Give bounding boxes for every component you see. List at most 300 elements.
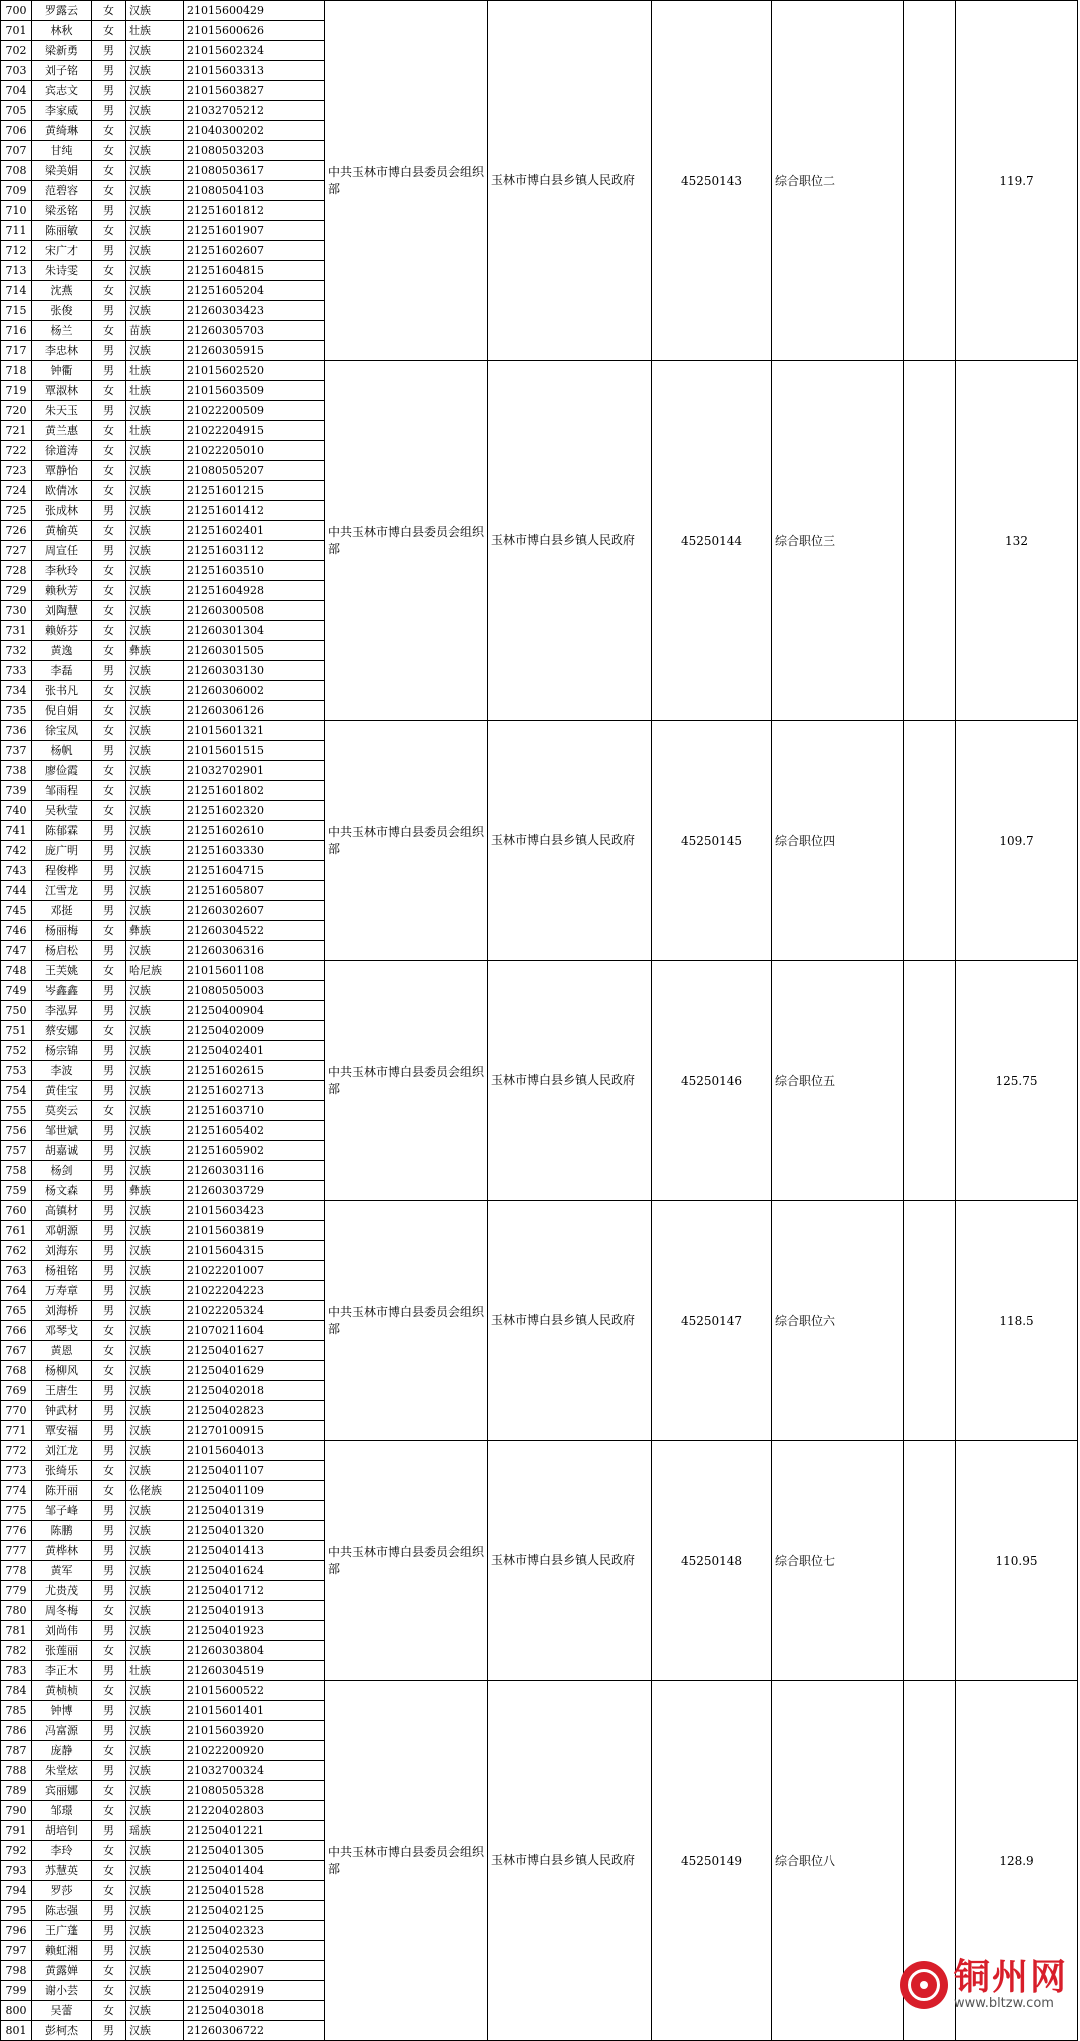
candidate-name: 李忠林 (32, 341, 92, 361)
watermark-logo (900, 1959, 1068, 2011)
candidate-name: 周冬梅 (32, 1601, 92, 1621)
row-number: 789 (1, 1781, 32, 1801)
exam-id: 21080503203 (184, 141, 325, 161)
row-number: 790 (1, 1801, 32, 1821)
candidate-name: 林秋 (32, 21, 92, 41)
candidate-name: 杨宗锦 (32, 1041, 92, 1061)
gender: 男 (92, 1561, 126, 1581)
gender: 男 (92, 1661, 126, 1681)
department: 中共玉林市博白县委员会组织部 (325, 961, 488, 1201)
candidate-name: 甘纯 (32, 141, 92, 161)
ethnicity: 汉族 (126, 101, 184, 121)
gender: 女 (92, 21, 126, 41)
candidate-name: 范碧容 (32, 181, 92, 201)
row-number: 732 (1, 641, 32, 661)
candidate-name: 梁美娟 (32, 161, 92, 181)
candidate-name: 宾丽娜 (32, 1781, 92, 1801)
exam-id: 21251602320 (184, 801, 325, 821)
gender: 女 (92, 1601, 126, 1621)
candidate-name: 庞静 (32, 1741, 92, 1761)
gender: 女 (92, 521, 126, 541)
candidate-name: 欧倩冰 (32, 481, 92, 501)
candidate-name: 朱堂炫 (32, 1761, 92, 1781)
gender: 女 (92, 2001, 126, 2021)
candidate-name: 邓挺 (32, 901, 92, 921)
ethnicity: 彝族 (126, 921, 184, 941)
row-number: 701 (1, 21, 32, 41)
gender: 女 (92, 1481, 126, 1501)
candidate-name: 刘江龙 (32, 1441, 92, 1461)
candidate-name: 高镇材 (32, 1201, 92, 1221)
gender: 男 (92, 1581, 126, 1601)
exam-id: 21022204915 (184, 421, 325, 441)
candidate-name: 陈郁霖 (32, 821, 92, 841)
candidate-name: 李秋玲 (32, 561, 92, 581)
exam-id: 21260305915 (184, 341, 325, 361)
row-number: 777 (1, 1541, 32, 1561)
ethnicity: 汉族 (126, 1, 184, 21)
row-number: 755 (1, 1101, 32, 1121)
row-number: 785 (1, 1701, 32, 1721)
candidate-name: 谢小芸 (32, 1981, 92, 2001)
row-number: 764 (1, 1281, 32, 1301)
ethnicity: 汉族 (126, 1321, 184, 1341)
gender: 女 (92, 1641, 126, 1661)
exam-id: 21251601412 (184, 501, 325, 521)
ethnicity: 壮族 (126, 361, 184, 381)
ethnicity: 汉族 (126, 1021, 184, 1041)
candidate-name: 苏慧英 (32, 1861, 92, 1881)
ethnicity: 壮族 (126, 421, 184, 441)
row-number: 747 (1, 941, 32, 961)
row-number: 708 (1, 161, 32, 181)
ethnicity: 汉族 (126, 1401, 184, 1421)
candidate-name: 梁新勇 (32, 41, 92, 61)
candidate-name: 张成林 (32, 501, 92, 521)
candidate-name: 黄逸 (32, 641, 92, 661)
ethnicity: 汉族 (126, 141, 184, 161)
ethnicity: 汉族 (126, 1361, 184, 1381)
ethnicity: 汉族 (126, 1201, 184, 1221)
candidate-name: 陈志强 (32, 1901, 92, 1921)
candidate-name: 张书凡 (32, 681, 92, 701)
gender: 男 (92, 1121, 126, 1141)
ethnicity: 汉族 (126, 1961, 184, 1981)
gender: 男 (92, 1201, 126, 1221)
candidate-name: 倪自娟 (32, 701, 92, 721)
exam-id: 21251604815 (184, 261, 325, 281)
candidate-name: 黄恩 (32, 1341, 92, 1361)
gender: 女 (92, 1981, 126, 2001)
min-score: 128.9 (956, 1681, 1078, 2041)
gender: 男 (92, 41, 126, 61)
gender: 男 (92, 2021, 126, 2041)
row-number: 700 (1, 1, 32, 21)
exam-id: 21015600429 (184, 1, 325, 21)
candidate-name: 张莲丽 (32, 1641, 92, 1661)
min-score: 119.7 (956, 1, 1078, 361)
ethnicity: 汉族 (126, 721, 184, 741)
exam-id: 21251605902 (184, 1141, 325, 1161)
candidate-name: 庞广明 (32, 841, 92, 861)
gender: 女 (92, 681, 126, 701)
ethnicity: 汉族 (126, 1621, 184, 1641)
candidate-name: 岑鑫鑫 (32, 981, 92, 1001)
candidate-name: 吴蕾 (32, 2001, 92, 2021)
candidate-name: 邹雨程 (32, 781, 92, 801)
gender: 男 (92, 1821, 126, 1841)
row-number: 738 (1, 761, 32, 781)
exam-id: 21015602520 (184, 361, 325, 381)
exam-id: 21260306126 (184, 701, 325, 721)
candidate-name: 莫奕云 (32, 1101, 92, 1121)
position-code: 45250144 (652, 361, 772, 721)
ethnicity: 汉族 (126, 1521, 184, 1541)
row-number: 706 (1, 121, 32, 141)
gender: 女 (92, 921, 126, 941)
ethnicity: 汉族 (126, 1641, 184, 1661)
department: 中共玉林市博白县委员会组织部 (325, 1681, 488, 2041)
ethnicity: 汉族 (126, 781, 184, 801)
row-number: 703 (1, 61, 32, 81)
candidate-name: 朱诗雯 (32, 261, 92, 281)
ethnicity: 汉族 (126, 121, 184, 141)
exam-id: 21260303423 (184, 301, 325, 321)
exam-id: 21260303130 (184, 661, 325, 681)
gender: 男 (92, 361, 126, 381)
row-number: 715 (1, 301, 32, 321)
row-number: 795 (1, 1901, 32, 1921)
exam-id: 21250402919 (184, 1981, 325, 2001)
ethnicity: 汉族 (126, 901, 184, 921)
ethnicity: 汉族 (126, 541, 184, 561)
exam-id: 21260305703 (184, 321, 325, 341)
exam-id: 21080504103 (184, 181, 325, 201)
ethnicity: 汉族 (126, 821, 184, 841)
row-number: 714 (1, 281, 32, 301)
candidate-name: 廖俭霞 (32, 761, 92, 781)
candidate-name: 杨剑 (32, 1161, 92, 1181)
row-number: 759 (1, 1181, 32, 1201)
ethnicity: 汉族 (126, 401, 184, 421)
ethnicity: 汉族 (126, 2021, 184, 2041)
row-number: 757 (1, 1141, 32, 1161)
row-number: 782 (1, 1641, 32, 1661)
ethnicity: 汉族 (126, 1701, 184, 1721)
ethnicity: 汉族 (126, 761, 184, 781)
row-number: 781 (1, 1621, 32, 1641)
candidate-name: 黄露婵 (32, 1961, 92, 1981)
candidate-name: 王广蓬 (32, 1921, 92, 1941)
ethnicity: 苗族 (126, 321, 184, 341)
exam-id: 21260306722 (184, 2021, 325, 2041)
ethnicity: 汉族 (126, 1761, 184, 1781)
exam-id: 21250402530 (184, 1941, 325, 1961)
ethnicity: 汉族 (126, 861, 184, 881)
ethnicity: 壮族 (126, 381, 184, 401)
exam-id: 21260302607 (184, 901, 325, 921)
ethnicity: 汉族 (126, 1841, 184, 1861)
ethnicity: 汉族 (126, 201, 184, 221)
employing-unit: 玉林市博白县乡镇人民政府 (488, 361, 652, 721)
candidate-name: 李泓昇 (32, 1001, 92, 1021)
exam-id: 21015600626 (184, 21, 325, 41)
exam-id: 21080505207 (184, 461, 325, 481)
candidate-name: 邓琴戈 (32, 1321, 92, 1341)
candidate-name: 周宣任 (32, 541, 92, 561)
position-name: 综合职位四 (772, 721, 904, 961)
ethnicity: 汉族 (126, 581, 184, 601)
candidate-name: 张俊 (32, 301, 92, 321)
ethnicity: 汉族 (126, 1221, 184, 1241)
ethnicity: 汉族 (126, 181, 184, 201)
exam-id: 21250402009 (184, 1021, 325, 1041)
row-number: 751 (1, 1021, 32, 1041)
blank-cell (904, 1, 956, 361)
row-number: 730 (1, 601, 32, 621)
gender: 男 (92, 541, 126, 561)
min-score: 125.75 (956, 961, 1078, 1201)
candidate-name: 邹世斌 (32, 1121, 92, 1141)
candidate-name: 徐宝凤 (32, 721, 92, 741)
gender: 女 (92, 421, 126, 441)
candidate-name: 杨柳风 (32, 1361, 92, 1381)
position-code: 45250147 (652, 1201, 772, 1441)
row-number: 793 (1, 1861, 32, 1881)
position-code: 45250145 (652, 721, 772, 961)
row-number: 713 (1, 261, 32, 281)
department: 中共玉林市博白县委员会组织部 (325, 1441, 488, 1681)
gender: 女 (92, 601, 126, 621)
min-score: 118.5 (956, 1201, 1078, 1441)
ethnicity: 汉族 (126, 1801, 184, 1821)
ethnicity: 汉族 (126, 1901, 184, 1921)
gender: 女 (92, 1361, 126, 1381)
candidate-name: 宋广才 (32, 241, 92, 261)
employing-unit: 玉林市博白县乡镇人民政府 (488, 1681, 652, 2041)
candidate-name: 李家威 (32, 101, 92, 121)
exam-id: 21251604928 (184, 581, 325, 601)
candidate-name: 杨启松 (32, 941, 92, 961)
candidate-name: 陈开丽 (32, 1481, 92, 1501)
exam-id: 21250401913 (184, 1601, 325, 1621)
row-number: 786 (1, 1721, 32, 1741)
candidate-name: 刘海桥 (32, 1301, 92, 1321)
department: 中共玉林市博白县委员会组织部 (325, 1201, 488, 1441)
gender: 女 (92, 961, 126, 981)
candidate-name: 陈丽敏 (32, 221, 92, 241)
row-number: 798 (1, 1961, 32, 1981)
candidate-name: 程俊桦 (32, 861, 92, 881)
ethnicity: 汉族 (126, 1941, 184, 1961)
table-row (1, 1201, 1078, 1221)
row-number: 797 (1, 1941, 32, 1961)
row-number: 716 (1, 321, 32, 341)
ethnicity: 汉族 (126, 1681, 184, 1701)
exam-id: 21022205010 (184, 441, 325, 461)
position-name: 综合职位七 (772, 1441, 904, 1681)
gender: 男 (92, 1941, 126, 1961)
row-number: 791 (1, 1821, 32, 1841)
ethnicity: 汉族 (126, 1161, 184, 1181)
ethnicity: 汉族 (126, 561, 184, 581)
ethnicity: 汉族 (126, 1921, 184, 1941)
candidate-name: 王芙姚 (32, 961, 92, 981)
ethnicity: 瑶族 (126, 1821, 184, 1841)
exam-id: 21260303116 (184, 1161, 325, 1181)
exam-id: 21251605402 (184, 1121, 325, 1141)
exam-id: 21251602401 (184, 521, 325, 541)
candidate-name: 吴秋莹 (32, 801, 92, 821)
candidate-name: 黄军 (32, 1561, 92, 1581)
table-body (1, 1, 1078, 2041)
gender: 女 (92, 441, 126, 461)
candidate-name: 王唐生 (32, 1381, 92, 1401)
exam-id: 21251602607 (184, 241, 325, 261)
gender: 男 (92, 881, 126, 901)
candidate-name: 黄桦林 (32, 1541, 92, 1561)
ethnicity: 汉族 (126, 981, 184, 1001)
candidate-name: 刘子铭 (32, 61, 92, 81)
gender: 男 (92, 241, 126, 261)
ethnicity: 汉族 (126, 81, 184, 101)
gender: 男 (92, 201, 126, 221)
candidate-name: 胡嘉诚 (32, 1141, 92, 1161)
exam-id: 21251601907 (184, 221, 325, 241)
gender: 男 (92, 1061, 126, 1081)
exam-id: 21015601108 (184, 961, 325, 981)
ethnicity: 汉族 (126, 1861, 184, 1881)
exam-id: 21022201007 (184, 1261, 325, 1281)
ethnicity: 汉族 (126, 301, 184, 321)
ethnicity: 汉族 (126, 1241, 184, 1261)
exam-id: 21260306002 (184, 681, 325, 701)
row-number: 773 (1, 1461, 32, 1481)
ethnicity: 汉族 (126, 1001, 184, 1021)
gender: 男 (92, 1761, 126, 1781)
ethnicity: 汉族 (126, 841, 184, 861)
gender: 女 (92, 281, 126, 301)
exam-id: 21260301304 (184, 621, 325, 641)
gender: 男 (92, 1301, 126, 1321)
gender: 女 (92, 481, 126, 501)
gender: 女 (92, 581, 126, 601)
position-code: 45250146 (652, 961, 772, 1201)
exam-id: 21080503617 (184, 161, 325, 181)
row-number: 778 (1, 1561, 32, 1581)
gender: 女 (92, 1741, 126, 1761)
candidate-name: 胡培钊 (32, 1821, 92, 1841)
row-number: 801 (1, 2021, 32, 2041)
candidate-name: 罗莎 (32, 1881, 92, 1901)
gender: 男 (92, 341, 126, 361)
exam-id: 21260300508 (184, 601, 325, 621)
position-code: 45250143 (652, 1, 772, 361)
gender: 女 (92, 121, 126, 141)
gender: 男 (92, 901, 126, 921)
row-number: 754 (1, 1081, 32, 1101)
position-name: 综合职位六 (772, 1201, 904, 1441)
exam-id: 21251603510 (184, 561, 325, 581)
candidate-name: 刘陶慧 (32, 601, 92, 621)
gender: 女 (92, 221, 126, 241)
exam-id: 21251601802 (184, 781, 325, 801)
candidate-name: 黄榆英 (32, 521, 92, 541)
row-number: 725 (1, 501, 32, 521)
row-number: 765 (1, 1301, 32, 1321)
ethnicity: 汉族 (126, 681, 184, 701)
row-number: 753 (1, 1061, 32, 1081)
exam-id: 21250401528 (184, 1881, 325, 1901)
row-number: 720 (1, 401, 32, 421)
candidate-name: 邓朝源 (32, 1221, 92, 1241)
ethnicity: 汉族 (126, 341, 184, 361)
ethnicity: 汉族 (126, 161, 184, 181)
row-number: 736 (1, 721, 32, 741)
ethnicity: 汉族 (126, 1121, 184, 1141)
gender: 女 (92, 1861, 126, 1881)
min-score: 109.7 (956, 721, 1078, 961)
exam-id: 21250401305 (184, 1841, 325, 1861)
gender: 男 (92, 1181, 126, 1201)
ethnicity: 汉族 (126, 1741, 184, 1761)
row-number: 788 (1, 1761, 32, 1781)
exam-id: 21032705212 (184, 101, 325, 121)
gender: 女 (92, 781, 126, 801)
row-number: 728 (1, 561, 32, 581)
ethnicity: 汉族 (126, 1461, 184, 1481)
exam-id: 21250401629 (184, 1361, 325, 1381)
gender: 女 (92, 181, 126, 201)
gender: 女 (92, 1341, 126, 1361)
ethnicity: 汉族 (126, 1381, 184, 1401)
gender: 男 (92, 1161, 126, 1181)
exam-id: 21251605204 (184, 281, 325, 301)
gender: 女 (92, 1321, 126, 1341)
exam-id: 21022204223 (184, 1281, 325, 1301)
gender: 女 (92, 1961, 126, 1981)
ethnicity: 汉族 (126, 1261, 184, 1281)
row-number: 743 (1, 861, 32, 881)
gender: 男 (92, 1621, 126, 1641)
row-number: 718 (1, 361, 32, 381)
ethnicity: 汉族 (126, 521, 184, 541)
ethnicity: 汉族 (126, 1981, 184, 2001)
row-number: 733 (1, 661, 32, 681)
candidate-name: 杨丽梅 (32, 921, 92, 941)
candidate-name: 邹璟 (32, 1801, 92, 1821)
blank-cell (904, 961, 956, 1201)
exam-id: 21260301505 (184, 641, 325, 661)
row-number: 771 (1, 1421, 32, 1441)
exam-id: 21250403018 (184, 2001, 325, 2021)
gender: 男 (92, 861, 126, 881)
gender: 男 (92, 841, 126, 861)
department: 中共玉林市博白县委员会组织部 (325, 361, 488, 721)
exam-id: 21250400904 (184, 1001, 325, 1021)
ethnicity: 汉族 (126, 481, 184, 501)
exam-id: 21022200509 (184, 401, 325, 421)
gender: 女 (92, 761, 126, 781)
row-number: 739 (1, 781, 32, 801)
row-number: 770 (1, 1401, 32, 1421)
exam-id: 21015601515 (184, 741, 325, 761)
gender: 男 (92, 1041, 126, 1061)
candidate-name: 黄桢桢 (32, 1681, 92, 1701)
exam-id: 21080505328 (184, 1781, 325, 1801)
candidate-name: 李磊 (32, 661, 92, 681)
exam-id: 21250402401 (184, 1041, 325, 1061)
